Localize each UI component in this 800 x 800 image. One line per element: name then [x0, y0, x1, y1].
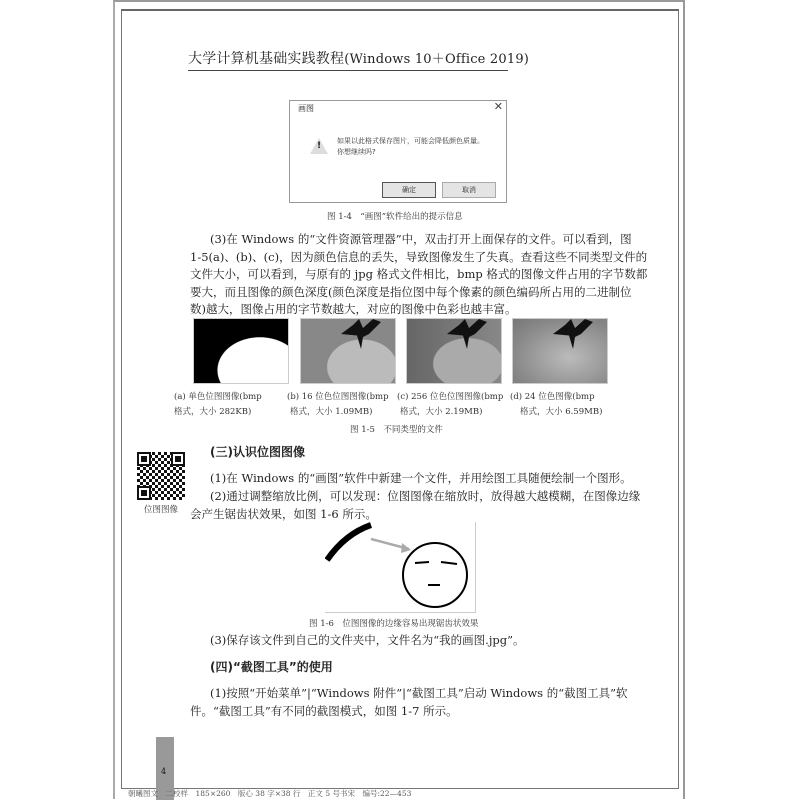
paint-warning-dialog [289, 100, 507, 203]
section-heading: (四)“截图工具”的使用 [210, 660, 333, 674]
image-monochrome [193, 318, 289, 384]
jagged-edge-figure [325, 522, 476, 613]
figure-caption: 图 1-4 “画图”软件给出的提示信息 [327, 212, 463, 222]
figure-caption: 图 1-5 不同类型的文件 [350, 425, 443, 435]
close-icon[interactable]: ✕ [493, 100, 503, 113]
caption-line: (b) 16 位色位图图像(bmp [287, 392, 389, 402]
bird-shape [447, 319, 487, 349]
qr-finder [137, 486, 151, 500]
caption-line: 格式，大小 1.09MB) [290, 407, 373, 417]
caption-line: 格式，大小 6.59MB) [520, 407, 603, 417]
caption-line: (d) 24 位色图像(bmp [510, 392, 595, 402]
dialog-message-line: 你想继续吗? [337, 148, 376, 156]
caption-line: (a) 单色位图图像(bmp [174, 392, 262, 402]
caption-line: 格式，大小 282KB) [174, 407, 252, 417]
paragraph-line: 件。“截图工具”有不同的截图模式，如图 1-7 所示。 [190, 704, 458, 718]
image-16-color [300, 318, 396, 384]
paragraph-line: (1)在 Windows 的“画图”软件中新建一个文件，并用绘图工具随便绘制一个图形。 [210, 471, 632, 485]
figure-caption: 图 1-6 位图图像的边缘容易出现锯齿状效果 [309, 619, 479, 629]
paragraph-line: 要大，而且图像的颜色深度(颜色深度是指位图中每个像素的颜色编码所占用的二进制位 [190, 285, 632, 299]
ok-button[interactable]: 确定 [382, 182, 436, 198]
paragraph-line: 数)越大，图像占用的字节数越大，对应的图像中色彩也越丰富。 [190, 302, 517, 316]
running-header [188, 48, 530, 71]
paragraph-line: (1)按照“开始菜单”|“Windows 附件”|“截图工具”启动 Windows 的“截图工具”软 [210, 686, 628, 700]
qr-finder [137, 452, 151, 466]
paragraph-line: (3)在 Windows 的“文件资源管理器”中，双击打开上面保存的文件。可以看到，图 [210, 232, 632, 246]
bird-shape [341, 319, 381, 349]
face-eye [415, 562, 429, 563]
image-256-color [406, 318, 502, 384]
face-circle [403, 543, 467, 607]
caption-line: (c) 256 位色位图图像(bmp [397, 392, 504, 402]
thick-arc [327, 525, 371, 560]
paragraph-line: (2)通过调整缩放比例，可以发现：位图图像在缩放时，放得越大越模糊，在图像边缘 [210, 489, 641, 503]
paragraph-line: 1-5(a)、(b)、(c)，因为颜色信息的丢失，导致图像发生了失真。查看这些不同类型文件的 [190, 250, 648, 264]
warning-glyph: ! [317, 141, 322, 151]
figure-drawing [325, 522, 475, 612]
image-caption-b [287, 390, 389, 420]
image-caption-d [510, 390, 602, 420]
paragraph-line: (3)保存该文件到自己的文件夹中，文件名为“我的画图.jpg”。 [210, 633, 525, 647]
qr-code[interactable] [137, 452, 185, 500]
bird-shape [553, 319, 593, 349]
dialog-title: 画图 [298, 104, 314, 113]
qr-label: 位图图像 [144, 505, 179, 515]
warning-icon [310, 138, 328, 154]
paragraph-line: 文件大小，可以看到，与原有的 jpg 格式文件相比，bmp 格式的图像文件占用的字节数都 [190, 267, 648, 281]
qr-finder [171, 452, 185, 466]
header-subtitle: (Windows 10＋Office 2019) [344, 52, 530, 67]
image-caption-c [397, 390, 503, 420]
face-eye [441, 562, 457, 564]
header-title: 大学计算机基础实践教程 [188, 51, 345, 67]
cancel-button[interactable]: 取消 [442, 182, 496, 198]
image-caption-a [174, 390, 262, 420]
image-24-bit [512, 318, 608, 384]
print-footer: 朝曦图文 二校样 185×260 版心 38 字×38 行 正文 5 号书宋 编号:22—453 [128, 789, 412, 798]
section-heading: (三)认识位图图像 [210, 445, 305, 459]
paragraph-line: 会产生锯齿状效果，如图 1-6 所示。 [190, 507, 377, 521]
dialog-message [337, 136, 484, 158]
caption-line: 格式，大小 2.19MB) [400, 407, 483, 417]
dialog-message-line: 如果以此格式保存图片，可能会降低颜色质量。 [337, 137, 484, 145]
page-number: 4 [161, 767, 167, 776]
arrow-head [401, 543, 411, 553]
